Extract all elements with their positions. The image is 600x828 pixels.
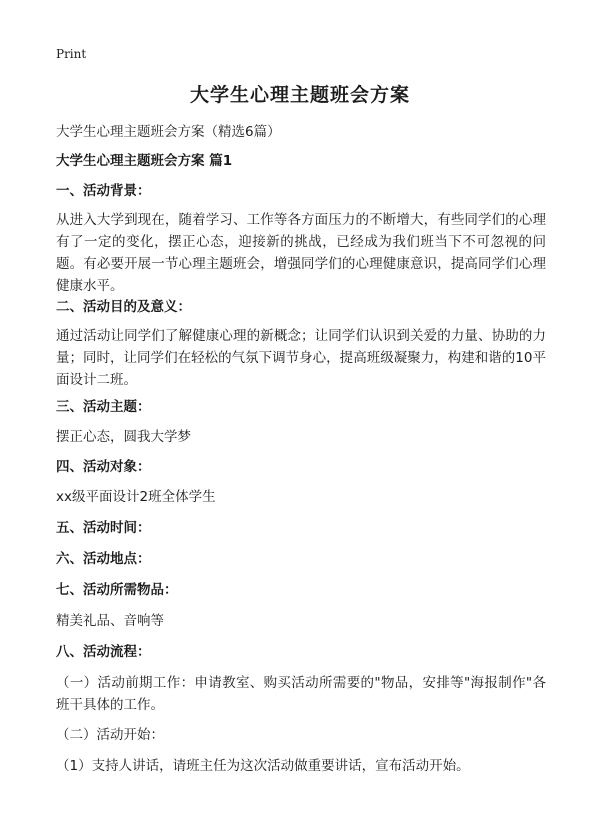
section-body-purpose: 通过活动让同学们了解健康心理的新概念；让同学们认识到关爱的力量、协助的力量；同时，让同学们在轻松的气氛下调节身心，提高班级凝聚力，构建和谐的10平面设计二班。: [56, 328, 546, 388]
article-heading: 大学生心理主题班会方案 篇1: [56, 153, 233, 169]
section-heading-theme: 三、活动主题：: [56, 399, 151, 415]
section-heading-supplies: 七、活动所需物品：: [56, 582, 178, 598]
section-body-audience: xx级平面设计2班全体学生: [56, 489, 216, 505]
flow-step-3: （1）支持人讲话，请班主任为这次活动做重要讲话，宣布活动开始。: [56, 758, 470, 774]
section-heading-time: 五、活动时间：: [56, 520, 151, 536]
section-body-theme: 摆正心态，圆我大学梦: [56, 429, 191, 445]
section-heading-audience: 四、活动对象：: [56, 459, 151, 475]
document-subtitle: 大学生心理主题班会方案（精选6篇）: [56, 124, 281, 140]
flow-step-1: （一）活动前期工作：申请教室、购买活动所需要的"物品，安排等"海报制作"各班干具体的工作。: [56, 675, 546, 713]
section-heading-flow: 八、活动流程：: [56, 644, 151, 660]
section-heading-background: 一、活动背景：: [56, 183, 151, 199]
print-link[interactable]: Print: [56, 47, 87, 61]
section-heading-purpose: 二、活动目的及意义：: [56, 299, 191, 315]
flow-step-2: （二）活动开始：: [56, 727, 164, 743]
section-body-supplies: 精美礼品、音响等: [56, 613, 164, 629]
section-heading-location: 六、活动地点：: [56, 551, 151, 567]
section-body-background: 从进入大学到现在，随着学习、工作等各方面压力的不断增大，有些同学们的心理有了一定的变化，摆正心态，迎接新的挑战，已经成为我们班当下不可忽视的问题。有必要开展一节心理主题班会，增强同学们的心理健康意识，提高同学们心理健康水平。: [56, 212, 546, 294]
page-title: 大学生心理主题班会方案: [189, 84, 410, 106]
